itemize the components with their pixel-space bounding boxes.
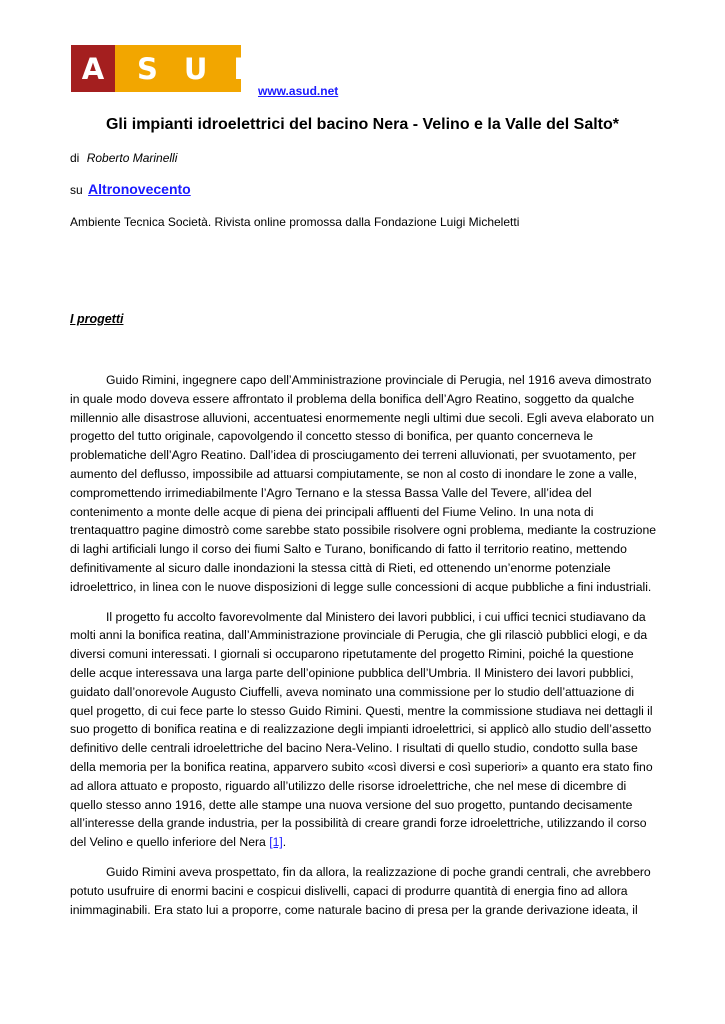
- paragraph-2: [70, 608, 656, 852]
- logo-letter-a: A: [71, 45, 115, 92]
- article-body: [70, 371, 656, 930]
- document-title: Gli impianti idroelettrici del bacino Nera - Velino e la Valle del Salto*: [105, 116, 620, 133]
- footnote-link[interactable]: [1]: [269, 835, 283, 850]
- source-prefix: su: [70, 183, 83, 197]
- asud-logo: [71, 45, 284, 92]
- paragraph-2-text: Il progetto fu accolto favorevolmente dal Ministero dei lavori pubblici, i cui uffici tecnici studiavano da molti anni la bonifica reatina, dall’Amministrazione provinciale di Perugia, che gli rilasciò pubblici elogi, e da diversi comuni interessati. I giornali si occuparono ripetutamente del progetto Rimini, poiché la questione delle acque interessava una larga parte dell’opinione pubblica dell’Umbria. Il Ministero dei lavori pubblici, guidato dall’onorevole Augusto Ciuffelli, aveva nominato una commissione per lo studio dell’attuazione di quel progetto, di cui fece parte lo stesso Guido Rimini. Questi, mentre la commissione studiava nei dettagli il suo progetto di bonifica reatina e di realizzazione degli impianti idroelettrici, si applicò allo studio dell’assetto definitivo delle centrali idroelettriche del bacino Nera-Velino. I risultati di quello studio, condotto sulla base della memoria per la bonifica reatina, apparvero subito «così diversi e così superiori» a quanto era stato fino ad allora attuato e proposto, riguardo all’utilizzo delle risorse idroelettriche, che nel mese di dicembre di quello stesso anno 1916, dette alle stampe una nuova versione del suo progetto, puntando decisamente all’interesse della grande industria, per la possibilità di creare grandi forze idroelettriche, utilizzando il corso del Velino e quello inferiore del Nera: [70, 609, 653, 850]
- source-line: [70, 181, 191, 197]
- byline-prefix: di: [70, 151, 80, 165]
- site-link[interactable]: www.asud.net: [258, 84, 339, 98]
- byline: [70, 151, 177, 165]
- author-name: Roberto Marinelli: [86, 151, 178, 165]
- logo-letters-sud: SUD: [115, 45, 241, 92]
- section-heading: I progetti: [70, 312, 124, 326]
- paragraph-1: Guido Rimini, ingegnere capo dell’Amministrazione provinciale di Perugia, nel 1916 aveva dimostrato in quale modo doveva essere affrontato il problema della bonifica dell’Agro Reatino, soggetto da qualche millennio alle disastrose alluvioni, accentuatesi enormemente negli ultimi due secoli. Egli aveva elaborato un progetto del tutto originale, capovolgendo il concetto stesso di bonifica, per quanto concerneva le problematiche dell’Agro Reatino. Dall’idea di prosciugamento dei terreni alluvionati, per svuotamento, per aumento del deflusso, impossibile ad attuarsi compiutamente, se non al costo di inondare le zone a valle, compromettendo irrimediabilmente l’Agro Ternano e la stessa Bassa Valle del Tevere, all’idea del contenimento a monte delle acque di piena dei principali affluenti del Fiume Velino. In una nota di trentaquattro pagine dimostrò come sarebbe stato possibile risolvere ogni problema, mediante la costruzione di laghi artificiali lungo il corso dei fiumi Salto e Turano, bonificando di fatto il territorio reatino, mettendo definitivamente al sicuro dalle inondazioni la stessa città di Rieti, ed ottenendo un’enorme potenziale idroelettrico, in linea con le nuove disposizioni di legge sulle concessioni di acque pubbliche a fini industriali.: [70, 373, 656, 594]
- paragraph-3: Guido Rimini aveva prospettato, fin da allora, la realizzazione di poche grandi centrali, che avrebbero potuto usufruire di enormi bacini e cospicui dislivelli, capaci di produrre quantità di energia fino ad allora inimmaginabili. Era stato lui a proporre, come naturale bacino di presa per la grande derivazione ideata, il: [70, 864, 651, 917]
- source-link[interactable]: Altronovecento: [88, 181, 191, 197]
- paragraph-2-end: .: [282, 835, 287, 850]
- publication-description: Ambiente Tecnica Società. Rivista online promossa dalla Fondazione Luigi Micheletti: [70, 215, 520, 229]
